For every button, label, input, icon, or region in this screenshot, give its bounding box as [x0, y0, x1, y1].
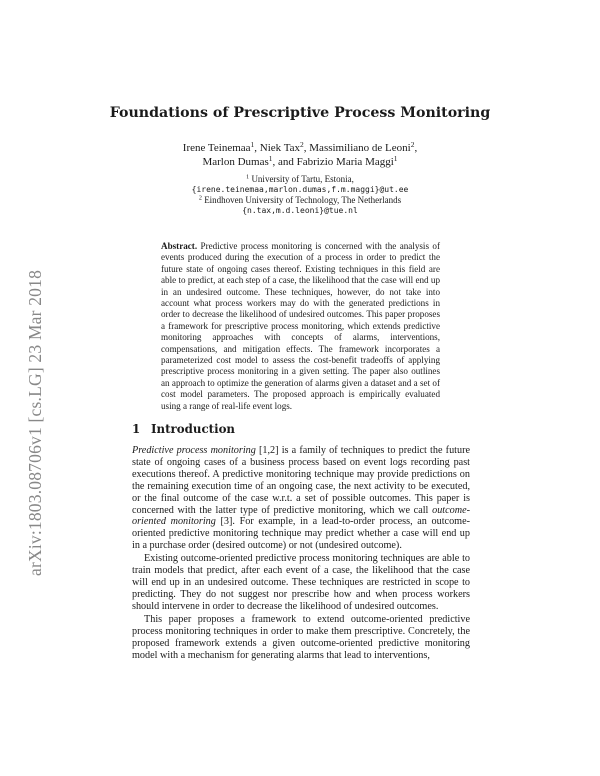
affiliation-line — [100, 195, 500, 206]
section-heading — [132, 422, 235, 437]
author-separator: , — [414, 142, 418, 154]
author-affiliation-mark: 2 — [410, 139, 415, 149]
paragraph: This paper proposes a framework to extend outcome-oriented predictive process monitoring techniques in order to make them prescriptive. Concretely, the proposed framework extends a given outcome-oriented predictive monitoring model with a mechanism for generating alarms that lead to interventions, — [132, 613, 470, 661]
author-line — [100, 155, 500, 169]
affiliation-block — [100, 174, 500, 216]
author-name: Marlon Dumas — [202, 156, 269, 168]
author-affiliation-mark: 1 — [250, 139, 255, 149]
author-affiliation-mark: 2 — [300, 139, 304, 149]
author-line — [100, 141, 500, 155]
author-name: Massimiliano de Leoni — [309, 142, 411, 154]
abstract — [161, 241, 440, 412]
author-separator: , — [303, 142, 310, 154]
affiliation-emails[interactable]: {irene.teinemaa,marlon.dumas,f.m.maggi}@ut.ee — [191, 184, 409, 194]
affiliation-mark: 1 — [246, 174, 250, 181]
author-name: Fabrizio Maria Maggi — [296, 156, 394, 168]
affiliation-institution: Eindhoven University of Technology, The Netherlands — [204, 195, 402, 206]
author-separator: , — [254, 142, 260, 154]
paragraph-text: [1,2] is a family of techniques to predict the future state of ongoing cases of a business process based on event logs recording past executions thereof. A predictive monitoring technique may provide predictions on the remaining execution time of an ongoing case, the next activity to be executed, or the final outcome of the case w.r.t. a set of possible outcomes. This paper is concerned with the latter type of predictive monitoring, which we call — [132, 445, 470, 516]
arxiv-identifier-stamp[interactable]: arXiv:1803.08706v1 [cs.LG] 23 Mar 2018 — [25, 269, 45, 576]
author-name: Irene Teinemaa — [182, 142, 251, 154]
affiliation-line — [100, 174, 500, 185]
emphasized-term: Predictive process monitoring — [132, 445, 256, 456]
paragraph: Existing outcome-oriented predictive process monitoring techniques are able to train models that predict, after each event of a case, the likelihood that the case will end up in an undesired outcome. These techniques are restricted in scope to predicting. They do not suggest nor prescribe how and when process workers should intervene in order to decrease the likelihood of undesired outcomes. — [132, 553, 470, 612]
author-separator: , and — [272, 156, 297, 168]
affiliation-institution: University of Tartu, Estonia, — [251, 174, 354, 184]
body-text — [132, 445, 470, 662]
author-list — [100, 141, 500, 169]
section-number: 1 — [132, 422, 141, 436]
paper-title: Foundations of Prescriptive Process Monitoring — [109, 105, 491, 121]
paragraph — [132, 445, 470, 552]
affiliation-emails[interactable]: {n.tax,m.d.leoni}@tue.nl — [242, 205, 358, 215]
author-name: Niek Tax — [259, 142, 301, 154]
affiliation-mark: 2 — [198, 195, 202, 202]
section-title: Introduction — [151, 422, 236, 436]
paragraph-text: [3]. For example, in a lead-to-order process, an outcome-oriented predictive monitoring technique may predict whether a case will end up in a purchase order (desired outcome) or not (undesired outcome). — [132, 516, 471, 552]
author-affiliation-mark: 1 — [268, 153, 273, 163]
abstract-text: Predictive process monitoring is concerned with the analysis of events produced during the execution of a process in order to predict the future state of ongoing cases thereof. Existing techniques in this field are able to predict, at each step of a case, the likelihood that the case will end up in an undesired outcome. These techniques, however, do not take into account what process workers may do with the generated predictions in order to decrease the likelihood of undesired outcomes. This paper proposes a framework for prescriptive process monitoring, which extends predictive monitoring approaches with concepts of alarms, interventions, compensations, and mitigation effects. The framework incorporates a parameterized cost model to assess the cost-benefit tradeoffs of applying prescriptive process monitoring in a given setting. The paper also outlines an approach to optimize the generation of alarms given a dataset and a set of cost model parameters. The proposed approach is empirically evaluated using a range of real-life event logs. — [161, 241, 440, 411]
emphasized-term: outcome-oriented monitoring — [132, 504, 470, 528]
author-affiliation-mark: 1 — [393, 153, 398, 163]
abstract-label: Abstract. — [161, 241, 198, 251]
